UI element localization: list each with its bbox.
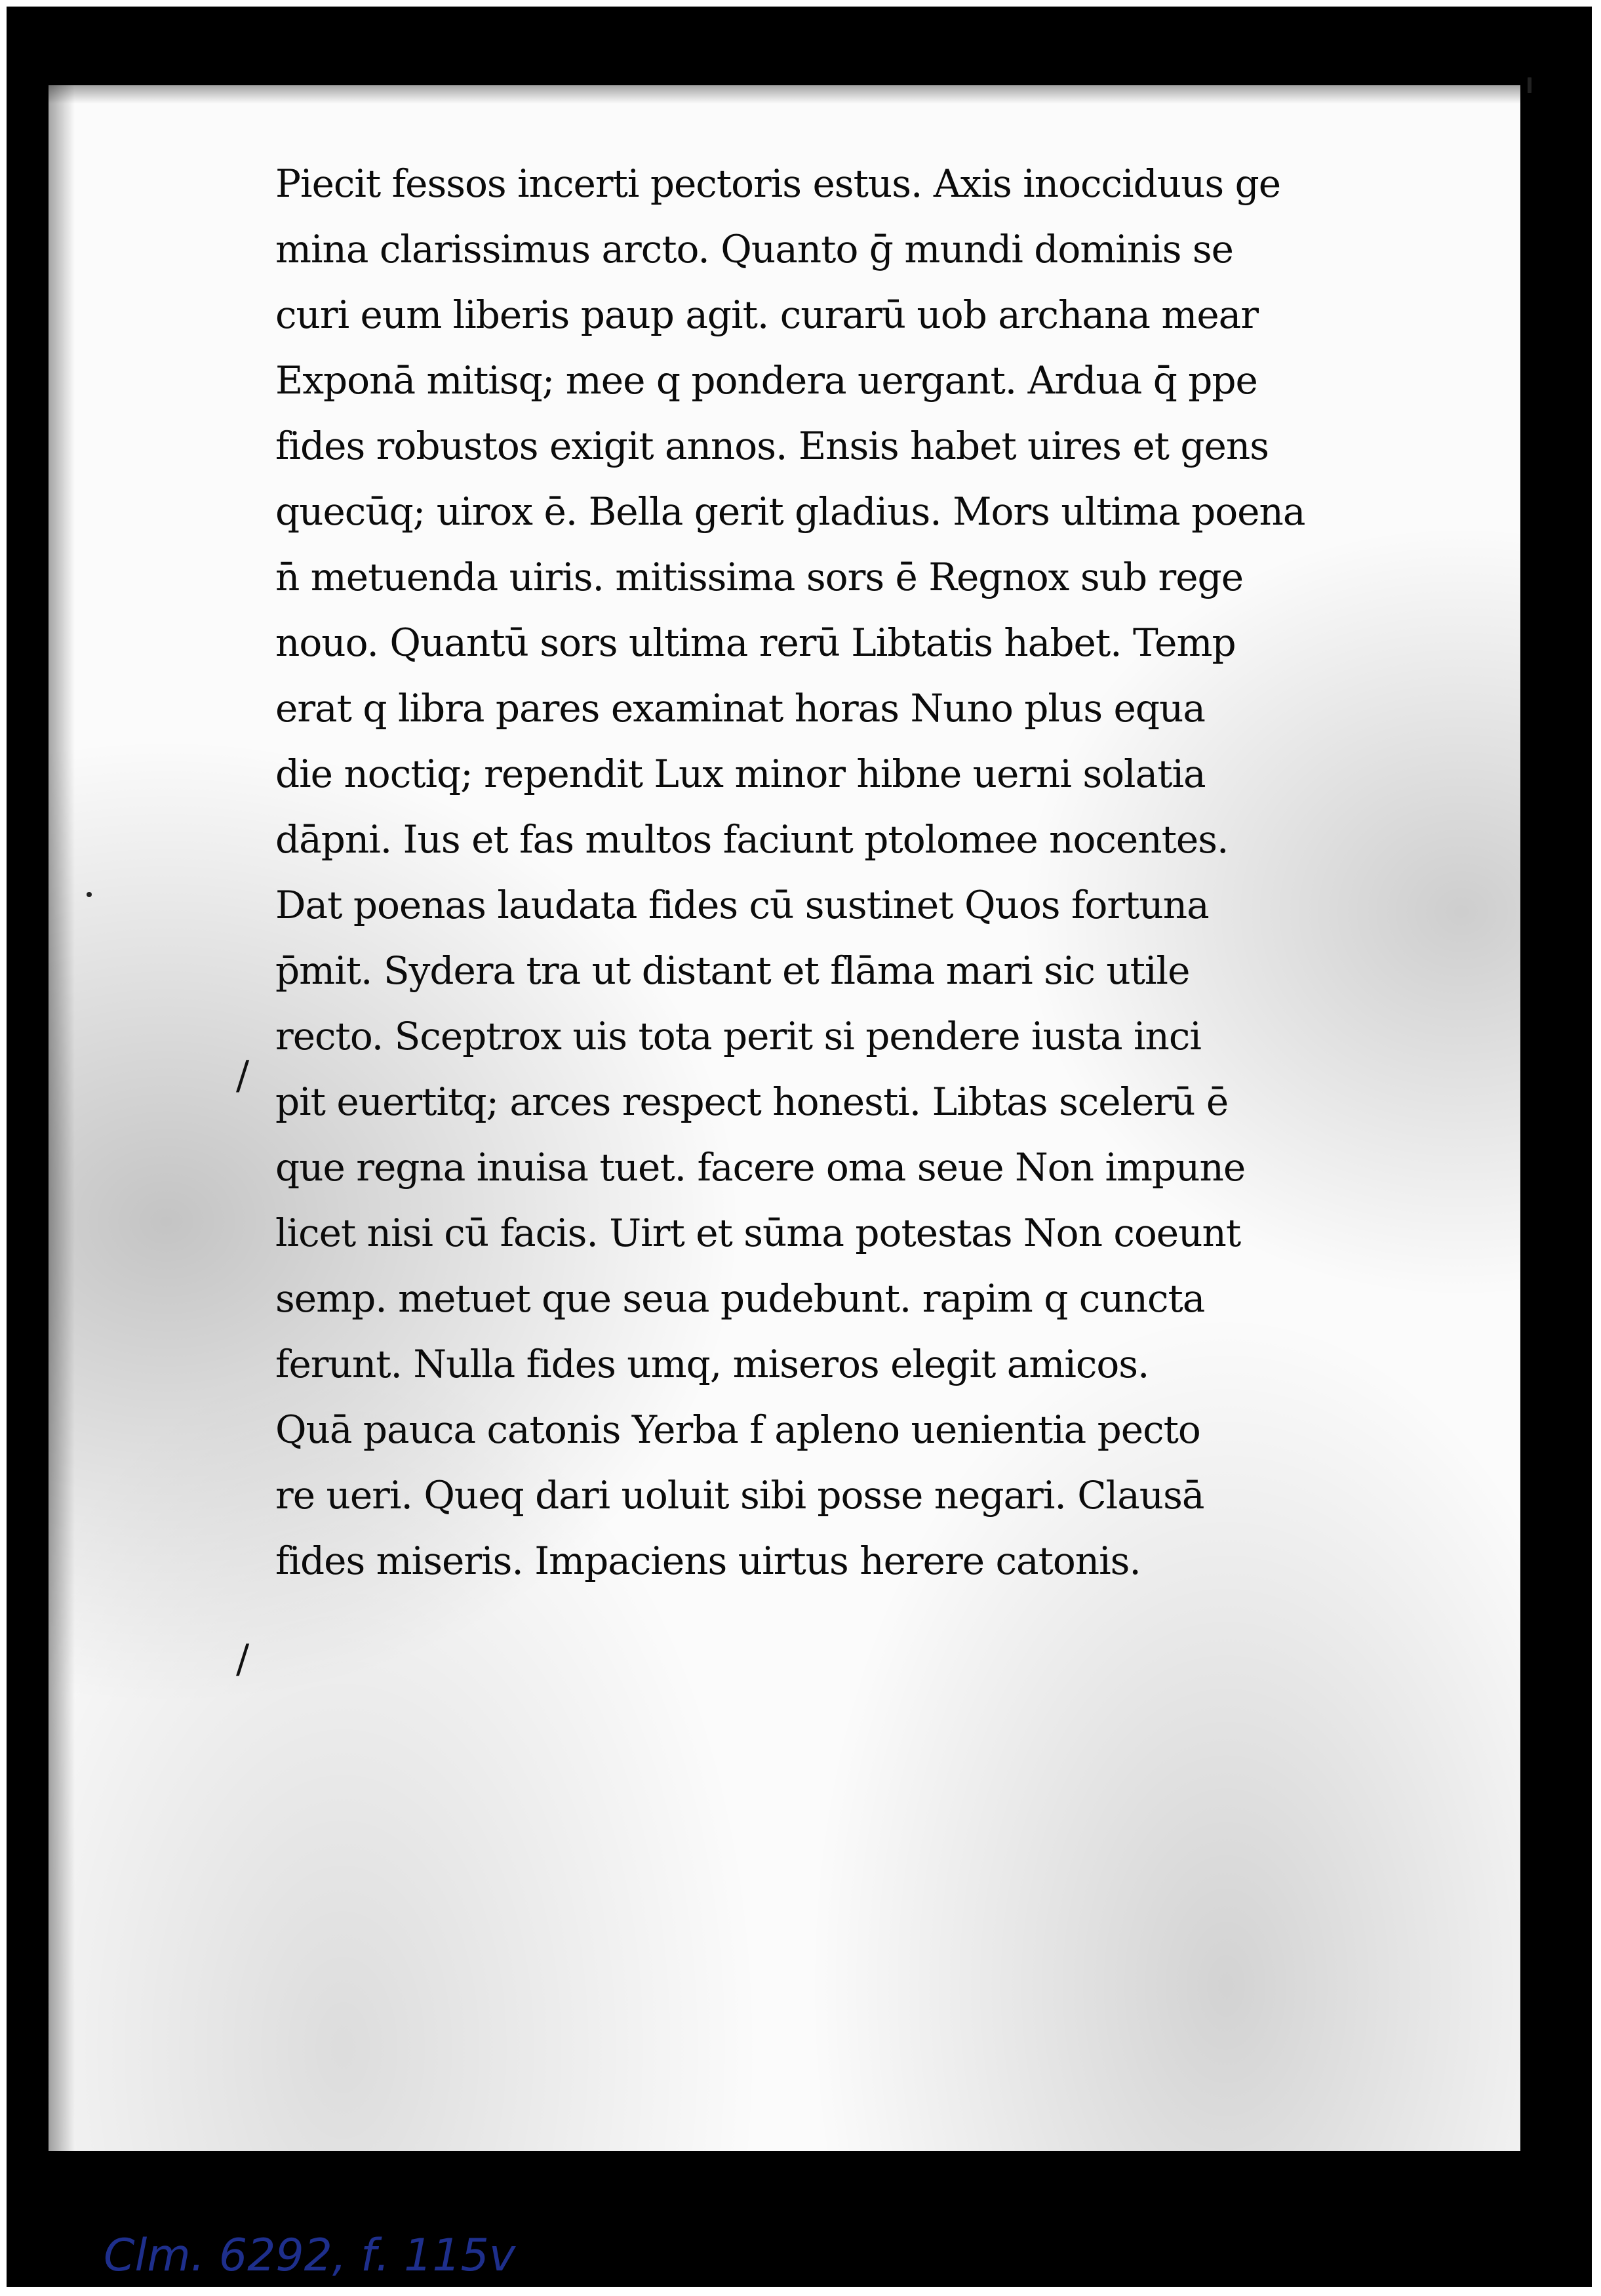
speck [1528, 77, 1532, 93]
text-line: fides miseris. Impaciens uirtus herere catonis. [275, 1539, 1141, 1583]
text-line: erat q libra pares examinat horas Nuno plus equa [275, 686, 1205, 731]
text-line: nouo. Quantū sors ultima rerū Libtatis habet. Temp [275, 620, 1236, 665]
text-line: die noctiq; rependit Lux minor hibne uerni solatia [275, 752, 1206, 796]
margin-mark: / [236, 1053, 250, 1098]
page-left-shadow [49, 85, 75, 2151]
text-line: Dat poenas laudata fides cū sustinet Quos fortuna [275, 883, 1209, 927]
text-line: licet nisi cū facis. Uirt et sūma potestas Non coeunt [275, 1211, 1241, 1255]
text-line: mina clarissimus arcto. Quanto ḡ mundi dominis se [275, 227, 1233, 272]
text-line: n̄ metuenda uiris. mitissima sors ē Regnox sub rege [275, 555, 1244, 599]
page-top-shadow [49, 85, 1520, 104]
shelfmark-label: Clm. 6292, f. 115v [104, 2230, 516, 2282]
text-line: recto. Sceptrox uis tota perit si pendere iusta inci [275, 1014, 1201, 1058]
text-line: ferunt. Nulla fides umq, miseros elegit amicos. [275, 1342, 1149, 1386]
speck [87, 892, 92, 897]
text-line: que regna inuisa tuet. facere oma seue Non impune [275, 1145, 1246, 1190]
text-line: Piecit fessos incerti pectoris estus. Axis inocciduus ge [275, 161, 1281, 206]
text-line: semp. metuet que seua pudebunt. rapim q cuncta [275, 1276, 1205, 1321]
text-line: p̄mit. Sydera tra ut distant et flāma mari sic utile [275, 948, 1190, 993]
text-line: curi eum liberis paup agit. curarū uob archana mear [275, 292, 1258, 337]
manuscript-text [275, 151, 1442, 1594]
text-line: pit euertitq; arces respect honesti. Libtas scelerū ē [275, 1079, 1229, 1124]
text-line: Quā pauca catonis Yerba f apleno uenientia pecto [275, 1407, 1200, 1452]
text-line: fides robustos exigit annos. Ensis habet uires et gens [275, 424, 1269, 468]
text-line: Exponā mitisq; mee q pondera uergant. Ardua q̄ ppe [275, 358, 1257, 403]
text-line: dāpni. Ius et fas multos faciunt ptolomee nocentes. [275, 817, 1229, 862]
text-line: re ueri. Queq dari uoluit sibi posse negari. Clausā [275, 1473, 1204, 1518]
text-line: quecūq; uirox ē. Bella gerit gladius. Mors ultima poena [275, 489, 1305, 534]
margin-mark: / [236, 1636, 250, 1682]
